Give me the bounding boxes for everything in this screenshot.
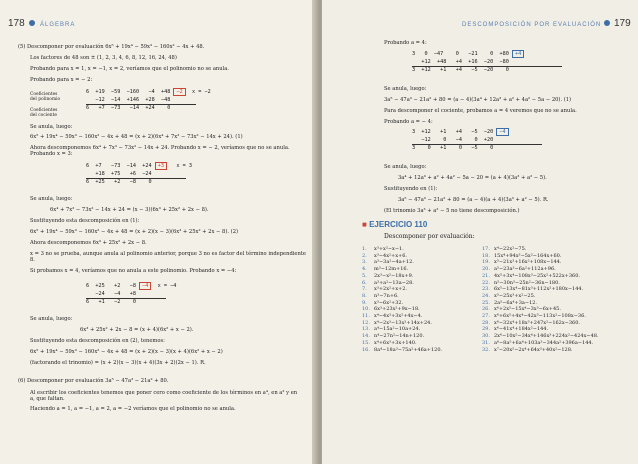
text-line: 3a⁵ − 47a³ − 21a² + 80 = (a − 4)(a + 4)(3a³ + a² − 5). R. — [398, 197, 549, 203]
exercise-expression: x⁶−32x⁴+18x³+247x²−162x−360. — [494, 319, 581, 326]
synthetic-division-3: 6 +25 +2 −8 −4 x = −4 −24 −4 +8 6 +1 −2 0 — [86, 283, 177, 305]
exercise-item — [362, 313, 442, 320]
exercise-item — [482, 333, 599, 340]
exercise-number: 17. — [482, 246, 490, 252]
text-line: 6x⁴ + 7x³ − 73x² − 14x + 24 = (x − 3)(6x³ + 25x² + 2x − 8). — [50, 207, 209, 213]
exercise-expression: a⁵−23a³−6a²+112a+96. — [494, 266, 556, 273]
exercise-number: 6. — [362, 279, 367, 286]
left-page — [0, 0, 316, 464]
bullet-icon — [29, 20, 35, 26]
text-line: Al escribir los coeficientes tenemos que poner cero como coeficiente de los términos en a⁴, en a² y en a, que faltan. — [30, 390, 298, 402]
exercise-expression: 2a⁵−6a⁴+3a−12. — [494, 299, 538, 306]
exercise-item — [482, 286, 599, 293]
exercise-item — [362, 320, 442, 327]
exercise-item — [482, 273, 599, 280]
exercise-expression: n⁵−30n³−25n²−36n−180. — [494, 279, 560, 286]
exercise-expression: 2x⁶−10x⁵−34x⁴+146x³+224x²−424x−48. — [494, 333, 599, 340]
coef-label: Coeficientes del polinomio — [30, 92, 61, 102]
exercise-expression: n³−7n+6. — [374, 292, 399, 299]
exercise-expression: 15x⁴+94x³−5x²−164x+60. — [494, 252, 562, 259]
exercise-number: 29. — [482, 326, 490, 333]
exercise-item — [482, 253, 599, 260]
exercise-expression: m³−12m+16. — [374, 266, 409, 273]
exercise-item — [362, 266, 442, 273]
exercise-subtitle: Descomponer por evaluación: — [384, 233, 475, 240]
text-line: Si probamos x = 4, veríamos que no anula a este polinomio. Probando x = −4: — [30, 268, 237, 274]
text-line: Probando para x = − 2: — [30, 77, 93, 83]
exercise-number: 24. — [482, 292, 490, 299]
text-line: Probando para x = 1, x = −1, x = 2, veríamos que el polinomio no se anula. — [30, 66, 230, 72]
exercise-number: 11. — [362, 313, 370, 320]
exercise-item — [482, 293, 599, 300]
right-page — [322, 0, 638, 464]
example-5-statement: (5) Descomponer por evaluación 6x⁵ + 19x⁴ − 59x³ − 160x² − 4x + 48. — [18, 44, 205, 50]
exercise-number: 3. — [362, 259, 367, 266]
exercise-number: 4. — [362, 266, 367, 273]
exercise-expression: 4x⁵+3x⁴−108x³−25x²+522x+360. — [494, 272, 581, 279]
exercise-number: 22. — [482, 279, 490, 286]
exercise-item — [362, 306, 442, 313]
exercise-expression: a³+a²−13a−28. — [374, 279, 414, 286]
text-line: Probando a = 4: — [384, 40, 427, 46]
synthetic-division-5: 3 +12 +1 +4 −5 −20 −4 −12 0 −4 0 +20 3 0 +1 0 −5 0 — [412, 128, 509, 152]
page-number: 178 — [8, 18, 39, 29]
exercise-item — [362, 300, 442, 307]
exercise-expression: x⁴−22x²−75. — [494, 246, 527, 252]
text-line: Se anula, luego: — [384, 164, 427, 170]
page-number: 179 — [600, 18, 631, 29]
exercise-number: 5. — [362, 272, 367, 279]
text-line: (El trinomio 3a³ + a² − 5 no tiene descomposición.) — [384, 208, 520, 214]
synthetic-division-2: 6 +7 −73 −14 +24 +3 x = 3 +18 +75 +6 −24 6 +25 +2 −8 0 — [86, 163, 192, 185]
exercise-item — [482, 300, 599, 307]
text-line: Los factores de 48 son ± (1, 2, 3, 4, 6, 8, 12, 16, 24, 48) — [30, 55, 177, 61]
exercise-number: 31. — [482, 339, 490, 346]
exercise-number: 25. — [482, 299, 490, 306]
exercise-number: 8. — [362, 292, 367, 299]
division-rule — [412, 66, 562, 67]
exercise-expression: x⁶−41x⁴+184x²−144. — [494, 326, 549, 333]
exercise-number: 20. — [482, 266, 490, 273]
text-line: x = 3 no se prueba, aunque anula al polinomio anterior, porque 3 no es factor del término independiente 8. — [30, 251, 306, 263]
exercise-expression: 6x³+23x²+9x−18. — [374, 306, 420, 313]
exercise-expression: x⁶+6x⁵+4x⁴−42x³−113x²−108x−36. — [494, 313, 586, 320]
exercise-item — [362, 293, 442, 300]
exercise-item — [482, 340, 599, 347]
text-line: Se anula, luego: — [30, 316, 73, 322]
exercise-number: 12. — [362, 319, 370, 326]
exercise-item — [482, 306, 599, 313]
exercise-item — [362, 246, 442, 253]
exercise-expression: x⁵−21x³+16x²+108x−144. — [494, 259, 562, 266]
exercise-item — [482, 259, 599, 266]
text-line: Sustituyendo esta descomposición en (1): — [30, 218, 140, 224]
text-line: Se anula, luego: — [384, 86, 427, 92]
exercise-expression: a³−3a²−4a+12. — [374, 259, 414, 266]
text-line: Se anula, luego: — [30, 124, 73, 130]
exercise-item — [362, 253, 442, 260]
exercise-item — [362, 340, 442, 347]
exercise-number: 23. — [482, 286, 490, 293]
exercise-number: 28. — [482, 319, 490, 326]
exercise-number: 30. — [482, 333, 490, 340]
text-line: Probando a = − 4: — [384, 119, 433, 125]
exercise-expression: x³−6x²+32. — [374, 299, 404, 306]
exercise-item — [482, 313, 599, 320]
exercise-expression: x⁴−2x³−13x²+14x+24. — [374, 319, 432, 326]
text-line: 6x⁵ + 19x⁴ − 59x³ − 160x² − 4x + 48 = (x + 2)(6x⁴ + 7x³ − 73x² − 14x + 24). (1) — [30, 134, 243, 140]
exercise-number: 21. — [482, 272, 490, 279]
exercise-item — [362, 280, 442, 287]
running-header: ÁLGEBRA — [40, 22, 76, 28]
example-6-statement: (6) Descomponer por evaluación 3a⁵ − 47a³ − 21a² + 80. — [18, 378, 169, 384]
text-line: (factorando el trinomio) = (x + 2)(x − 3)(x + 4)(3x + 2)(2x − 1). R. — [30, 360, 206, 366]
text-line: 3a⁴ + 12a³ + a² + 4a² − 5a − 20 = (a + 4)(3a³ + a² − 5). — [398, 175, 547, 181]
exercise-expression: x³−4x²+x+6. — [374, 252, 407, 259]
text-line: Sustituyendo esta descomposición en (2), tenemos: — [30, 338, 165, 344]
exercise-item — [362, 286, 442, 293]
exercise-item — [482, 280, 599, 287]
text-line: Sustituyendo en (1): — [384, 186, 438, 192]
synthetic-division-1: 6 +19 −59 −160 −4 +48 −2 x = −2 −12 −14 +146 +28 −48 6 +7 −73 −14 +24 0 — [86, 89, 211, 111]
text-line: Ahora descomponemos 6x⁴ + 7x³ − 73x² − 14x + 24. Probando x = − 2, veríamos que no se anula. Probando x = 3: — [30, 145, 290, 157]
text-line: Para descomponer el cociente, probamos a = 4 veremos que no se anula. — [384, 108, 577, 114]
exercise-number: 18. — [482, 252, 490, 259]
division-rule — [86, 298, 166, 299]
exercise-list-right — [482, 246, 599, 353]
exercise-number: 32. — [482, 346, 490, 353]
text-line: 6x³ + 25x² + 2x − 8 = (x + 4)(6x² + x − 2). — [80, 327, 194, 333]
coef-label: Coeficientes del cociente — [30, 108, 58, 118]
exercise-number: 10. — [362, 306, 370, 313]
exercise-item — [362, 326, 442, 333]
exercise-item — [482, 320, 599, 327]
exercise-expression: a⁶−8a⁵+6a⁴+103a³−344a²+396a−144. — [494, 339, 594, 346]
text-line: 3a⁵ − 47a³ − 21a² + 80 = (a − 4)(3a⁴ + 12a³ + a² + 4a² − 5a − 20). (1) — [384, 97, 572, 103]
exercise-expression: 2x³−x²−18x+9. — [374, 272, 414, 279]
synthetic-division-4: 3 0 −47 0 −21 0 +80 +4 +12 +48 +4 +16 −20 −80 3 +12 +1 +4 −5 −20 0 — [412, 50, 524, 74]
bullet-icon — [604, 20, 610, 26]
exercise-expression: 8a⁴−18a³−75a²+46a+120. — [374, 346, 443, 353]
exercise-number: 14. — [362, 333, 370, 340]
exercise-expression: x⁷−20x⁵−2x⁴+64x³+40x²−128. — [494, 346, 573, 353]
exercise-expression: x⁵−25x³+x²−25. — [494, 292, 536, 299]
text-line: Haciendo a = 1, a = −1, a = 2, a = −2 veríamos que el polinomio no se anula. — [30, 406, 236, 412]
exercise-expression: 6x⁵−13x⁴−81x³+112x²+180x−144. — [494, 286, 584, 293]
division-rule — [86, 104, 196, 105]
division-rule — [412, 144, 542, 145]
exercise-item — [362, 259, 442, 266]
exercise-expression: x⁴+6x³+3x+140. — [374, 339, 417, 346]
exercise-expression: x³+x²−x−1. — [374, 246, 404, 252]
exercise-list-left — [362, 246, 442, 353]
exercise-item — [482, 266, 599, 273]
running-header: DESCOMPOSICIÓN POR EVALUACIÓN — [462, 22, 602, 28]
exercise-item — [482, 326, 599, 333]
exercise-item — [362, 333, 442, 340]
text-line: 6x⁵ + 19x⁴ − 59x³ − 160x² − 4x + 48 = (x + 2)(x − 3)(6x³ + 25x² + 2x − 8). (2) — [30, 229, 239, 235]
exercise-item — [482, 347, 599, 354]
exercise-expression: x³+2x²+x+2. — [374, 286, 407, 293]
exercise-title: ■ EJERCICIO 110 — [362, 220, 428, 229]
division-rule — [86, 178, 186, 179]
text-line: 6x⁵ + 19x⁴ − 59x³ − 160x² − 4x + 48 = (x + 2)(x − 3)(x + 4)(6x² + x − 2) — [30, 349, 223, 355]
text-line: Se anula, luego: — [30, 196, 73, 202]
exercise-number: 26. — [482, 306, 490, 313]
exercise-number: 13. — [362, 326, 370, 333]
exercise-number: 2. — [362, 252, 367, 259]
exercise-expression: a⁴−15a²−10a+24. — [374, 326, 421, 333]
exercise-number: 19. — [482, 259, 490, 266]
exercise-item — [362, 347, 442, 354]
exercise-item — [362, 273, 442, 280]
exercise-expression: x⁶+2x⁵−15x⁴−3x³−6x+45. — [494, 306, 561, 313]
exercise-number: 1. — [362, 246, 367, 252]
exercise-expression: x⁴−4x³+3x²+4x−4. — [374, 313, 423, 320]
exercise-number: 15. — [362, 339, 370, 346]
exercise-number: 16. — [362, 346, 370, 353]
text-line: Ahora descomponemos 6x³ + 25x² + 2x − 8. — [30, 240, 147, 246]
exercise-number: 9. — [362, 299, 367, 306]
exercise-number: 27. — [482, 313, 490, 320]
exercise-expression: n⁴−27n²−14n+120. — [374, 333, 425, 340]
exercise-number: 7. — [362, 286, 367, 293]
exercise-item — [482, 246, 599, 253]
